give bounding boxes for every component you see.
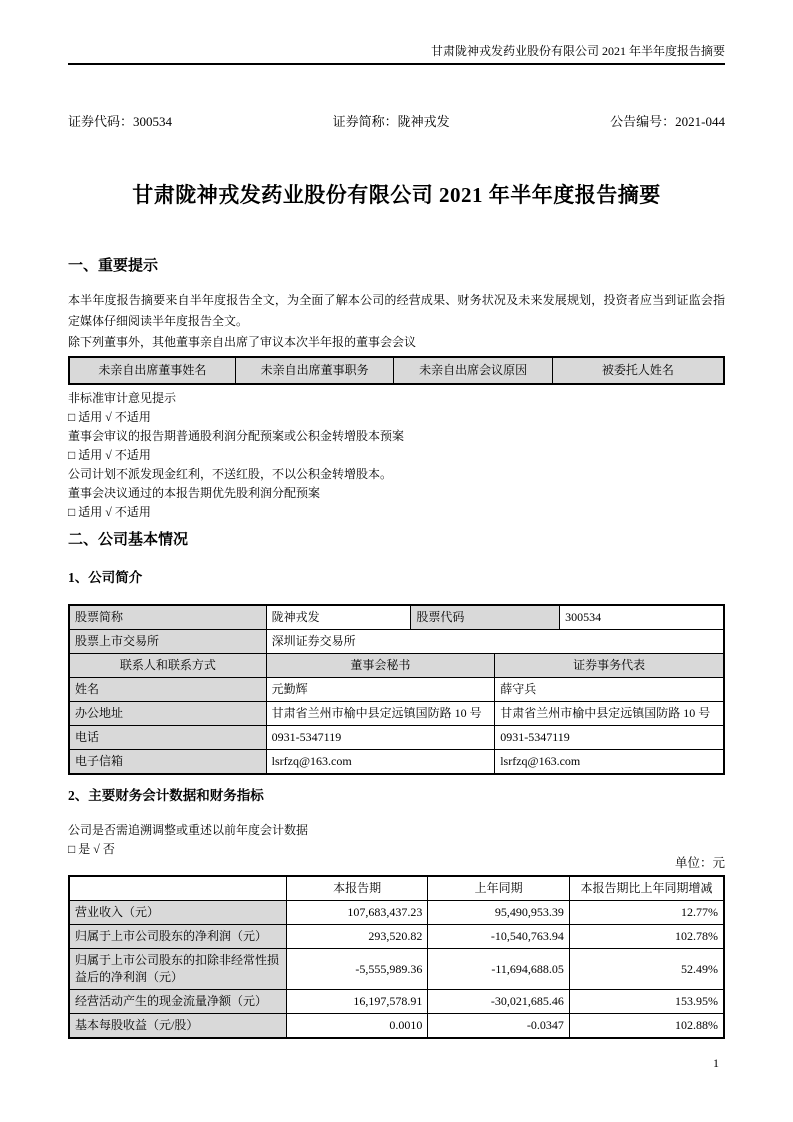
table-row [69, 702, 724, 726]
absent-reason-header: 未亲自出席会议原因 [394, 357, 553, 384]
secretary-phone: 0931-5347119 [266, 726, 495, 750]
representative-phone: 0931-5347119 [495, 726, 724, 750]
revenue-current: 107,683,437.23 [286, 901, 427, 925]
restatement-block [68, 821, 725, 859]
notice-paragraph: 本半年度报告摘要来自半年度报告全文，为全面了解本公司的经营成果、财务状况及未来发展规划，投资者应当到证监会指定媒体仔细阅读半年度报告全文。 [68, 293, 725, 328]
non-recurring-profit-current: -5,555,989.36 [286, 949, 427, 990]
revenue-prior: 95,490,953.39 [428, 901, 569, 925]
notice-item-checkbox: □ 适用 √ 不适用 [68, 448, 151, 462]
eps-label: 基本每股收益（元/股） [69, 1014, 286, 1039]
security-code: 证券代码：300534 [68, 114, 173, 129]
contact-name-label: 姓名 [69, 678, 266, 702]
net-profit-change: 102.78% [569, 925, 724, 949]
office-address-label: 办公地址 [69, 702, 266, 726]
eps-prior: -0.0347 [428, 1014, 569, 1039]
stock-abbr-label: 股票简称 [69, 605, 266, 630]
exchange-label: 股票上市交易所 [69, 630, 266, 654]
notice-item: 公司计划不派发现金红利，不送红股，不以公积金转增股本。 [68, 467, 393, 481]
section-heading-company-info: 二、公司基本情况 [68, 532, 189, 548]
secretary-name: 元勤辉 [266, 678, 495, 702]
net-profit-current: 293,520.82 [286, 925, 427, 949]
company-profile-table [68, 604, 725, 775]
page-title: 甘肃陇神戎发药业股份有限公司 2021 年半年度报告摘要 [132, 183, 661, 207]
absent-name-header: 未亲自出席董事姓名 [69, 357, 235, 384]
stock-code-value: 300534 [560, 605, 724, 630]
eps-current: 0.0010 [286, 1014, 427, 1039]
table-header-row [69, 654, 724, 678]
table-row [69, 605, 724, 630]
contact-header: 联系人和联系方式 [69, 654, 266, 678]
table-row [69, 901, 724, 925]
table-row [69, 990, 724, 1014]
metric-header-empty [69, 876, 286, 901]
non-recurring-profit-label: 归属于上市公司股东的扣除非经常性损益后的净利润（元） [69, 949, 286, 990]
notice-item-checkbox: □ 适用 √ 不适用 [68, 505, 151, 519]
header-divider [68, 63, 725, 65]
restatement-answer-checkbox: □ 是 √ 否 [68, 842, 115, 856]
notice-item: 董事会决议通过的本报告期优先股利润分配预案 [68, 486, 321, 500]
representative-email: lsrfzq@163.com [495, 750, 724, 775]
table-row [69, 750, 724, 775]
non-recurring-profit-change: 52.49% [569, 949, 724, 990]
non-recurring-profit-prior: -11,694,688.05 [428, 949, 569, 990]
delegate-name-header: 被委托人姓名 [552, 357, 724, 384]
stock-code-label: 股票代码 [411, 605, 560, 630]
notice-item: 董事会审议的报告期普通股利润分配预案或公积金转增股本预案 [68, 429, 405, 443]
announcement-number: 公告编号：2021-044 [610, 114, 725, 129]
section-heading-important-notice: 一、重要提示 [68, 258, 159, 274]
table-row [69, 1014, 724, 1039]
notice-item: 非标准审计意见提示 [68, 391, 177, 405]
table-row [69, 925, 724, 949]
operating-cash-flow-current: 16,197,578.91 [286, 990, 427, 1014]
revenue-change: 12.77% [569, 901, 724, 925]
page-number: 1 [713, 1056, 719, 1070]
eps-change: 102.88% [569, 1014, 724, 1039]
secretary-header: 董事会秘书 [266, 654, 495, 678]
revenue-label: 营业收入（元） [69, 901, 286, 925]
table-row [69, 949, 724, 990]
exchange-value: 深圳证券交易所 [266, 630, 724, 654]
security-abbr: 证券简称：陇神戎发 [332, 114, 450, 129]
representative-header: 证券事务代表 [495, 654, 724, 678]
table-row [69, 678, 724, 702]
notice-items [68, 389, 725, 522]
stock-abbr-value: 陇神戎发 [266, 605, 411, 630]
notice-item-checkbox: □ 适用 √ 不适用 [68, 410, 151, 424]
phone-label: 电话 [69, 726, 266, 750]
absent-title-header: 未亲自出席董事职务 [235, 357, 394, 384]
email-label: 电子信箱 [69, 750, 266, 775]
net-profit-label: 归属于上市公司股东的净利润（元） [69, 925, 286, 949]
current-period-header: 本报告期 [286, 876, 427, 901]
security-meta-row [68, 114, 725, 130]
table-row [69, 630, 724, 654]
operating-cash-flow-prior: -30,021,685.46 [428, 990, 569, 1014]
subsection-heading-company-profile: 1、公司简介 [68, 570, 143, 585]
table-header-row [69, 876, 724, 901]
operating-cash-flow-label: 经营活动产生的现金流量净额（元） [69, 990, 286, 1014]
secretary-address: 甘肃省兰州市榆中县定远镇国防路 10 号 [266, 702, 495, 726]
subsection-heading-key-financials: 2、主要财务会计数据和财务指标 [68, 788, 264, 803]
restatement-question: 公司是否需追溯调整或重述以前年度会计数据 [68, 823, 309, 837]
change-header: 本报告期比上年同期增减 [569, 876, 724, 901]
secretary-email: lsrfzq@163.com [266, 750, 495, 775]
representative-name: 薛守兵 [495, 678, 724, 702]
net-profit-prior: -10,540,763.94 [428, 925, 569, 949]
representative-address: 甘肃省兰州市榆中县定远镇国防路 10 号 [495, 702, 724, 726]
running-header: 甘肃陇神戎发药业股份有限公司 2021 年半年度报告摘要 [430, 44, 725, 58]
absent-directors-table [68, 356, 725, 385]
unit-note: 单位：元 [674, 856, 725, 870]
table-header-row [69, 357, 724, 384]
key-financials-table [68, 875, 725, 1039]
prior-period-header: 上年同期 [428, 876, 569, 901]
operating-cash-flow-change: 153.95% [569, 990, 724, 1014]
table-row [69, 726, 724, 750]
attendance-note: 除下列董事外，其他董事亲自出席了审议本次半年报的董事会会议 [68, 335, 417, 349]
